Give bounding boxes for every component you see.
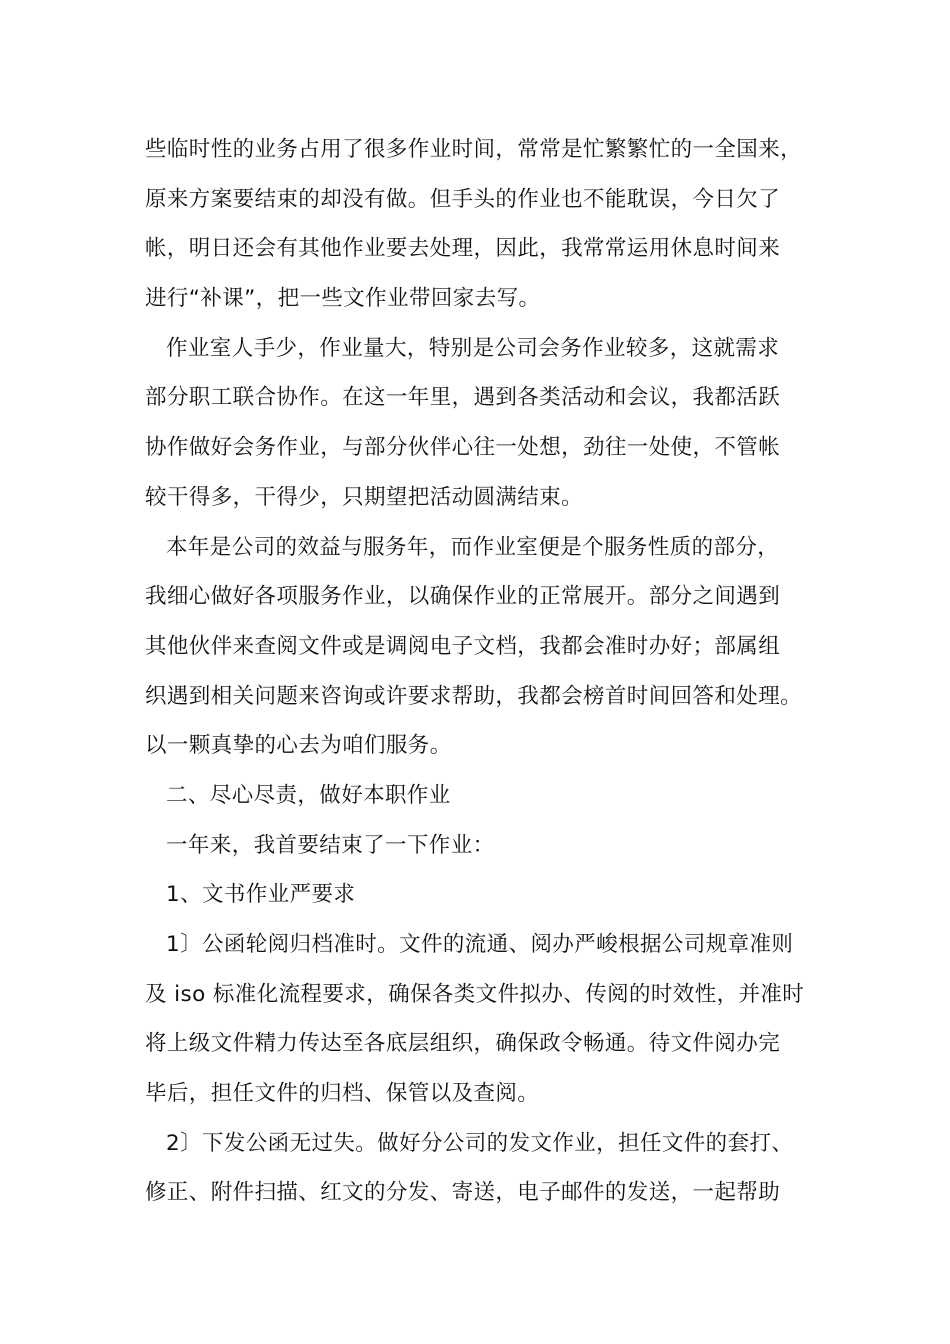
text-line: 作业室人手少，作业量大，特别是公司会务作业较多，这就需求 — [166, 335, 780, 361]
text-line: 2〕下发公函无过失。做好分公司的发文作业，担任文件的套打、 — [166, 1130, 794, 1156]
text-line: 本年是公司的效益与服务年，而作业室便是个服务性质的部分， — [166, 534, 780, 560]
text-line: 协作做好会务作业，与部分伙伴心往一处想，劲往一处使，不管帐 — [145, 435, 781, 461]
text-line: 及 iso 标准化流程要求，确保各类文件拟办、传阅的时效性，并准时 — [145, 981, 805, 1007]
text-line: 进行“补课”，把一些文作业带回家去写。 — [145, 286, 541, 312]
text-line: 二、尽心尽责，做好本职作业 — [166, 782, 451, 808]
text-line: 较干得多，干得少，只期望把活动圆满结束。 — [145, 484, 584, 510]
text-line: 我细心做好各项服务作业，以确保作业的正常展开。部分之间遇到 — [145, 584, 781, 610]
text-line: 织遇到相关问题来咨询或许要求帮助，我都会榜首时间回答和处理。 — [145, 683, 803, 709]
text-line: 将上级文件精力传达至各底层组织，确保政令畅通。待文件阅办完 — [145, 1031, 781, 1057]
text-line: 帐，明日还会有其他作业要去处理，因此，我常常运用休息时间来 — [145, 236, 781, 262]
text-line: 一年来，我首要结束了一下作业： — [166, 832, 495, 858]
text-line: 原来方案要结束的却没有做。但手头的作业也不能耽误，今日欠了 — [145, 186, 781, 212]
text-line: 修正、附件扫描、红文的分发、寄送，电子邮件的发送，一起帮助 — [145, 1180, 781, 1206]
document-body — [145, 125, 835, 1218]
text-line: 以一颗真挚的心去为咱们服务。 — [145, 733, 452, 759]
text-line: 毕后，担任文件的归档、保管以及查阅。 — [145, 1081, 540, 1107]
text-line: 些临时性的业务占用了很多作业时间，常常是忙繁繁忙的一全国来， — [145, 137, 803, 162]
text-line: 其他伙伴来查阅文件或是调阅电子文档，我都会准时办好；部属组 — [145, 633, 781, 659]
text-line: 1〕公函轮阅归档准时。文件的流通、阅办严峻根据公司规章准则 — [166, 932, 794, 957]
text-line: 部分职工联合协作。在这一年里，遇到各类活动和会议，我都活跃 — [145, 385, 781, 411]
text-line: 1、文书作业严要求 — [166, 882, 356, 908]
